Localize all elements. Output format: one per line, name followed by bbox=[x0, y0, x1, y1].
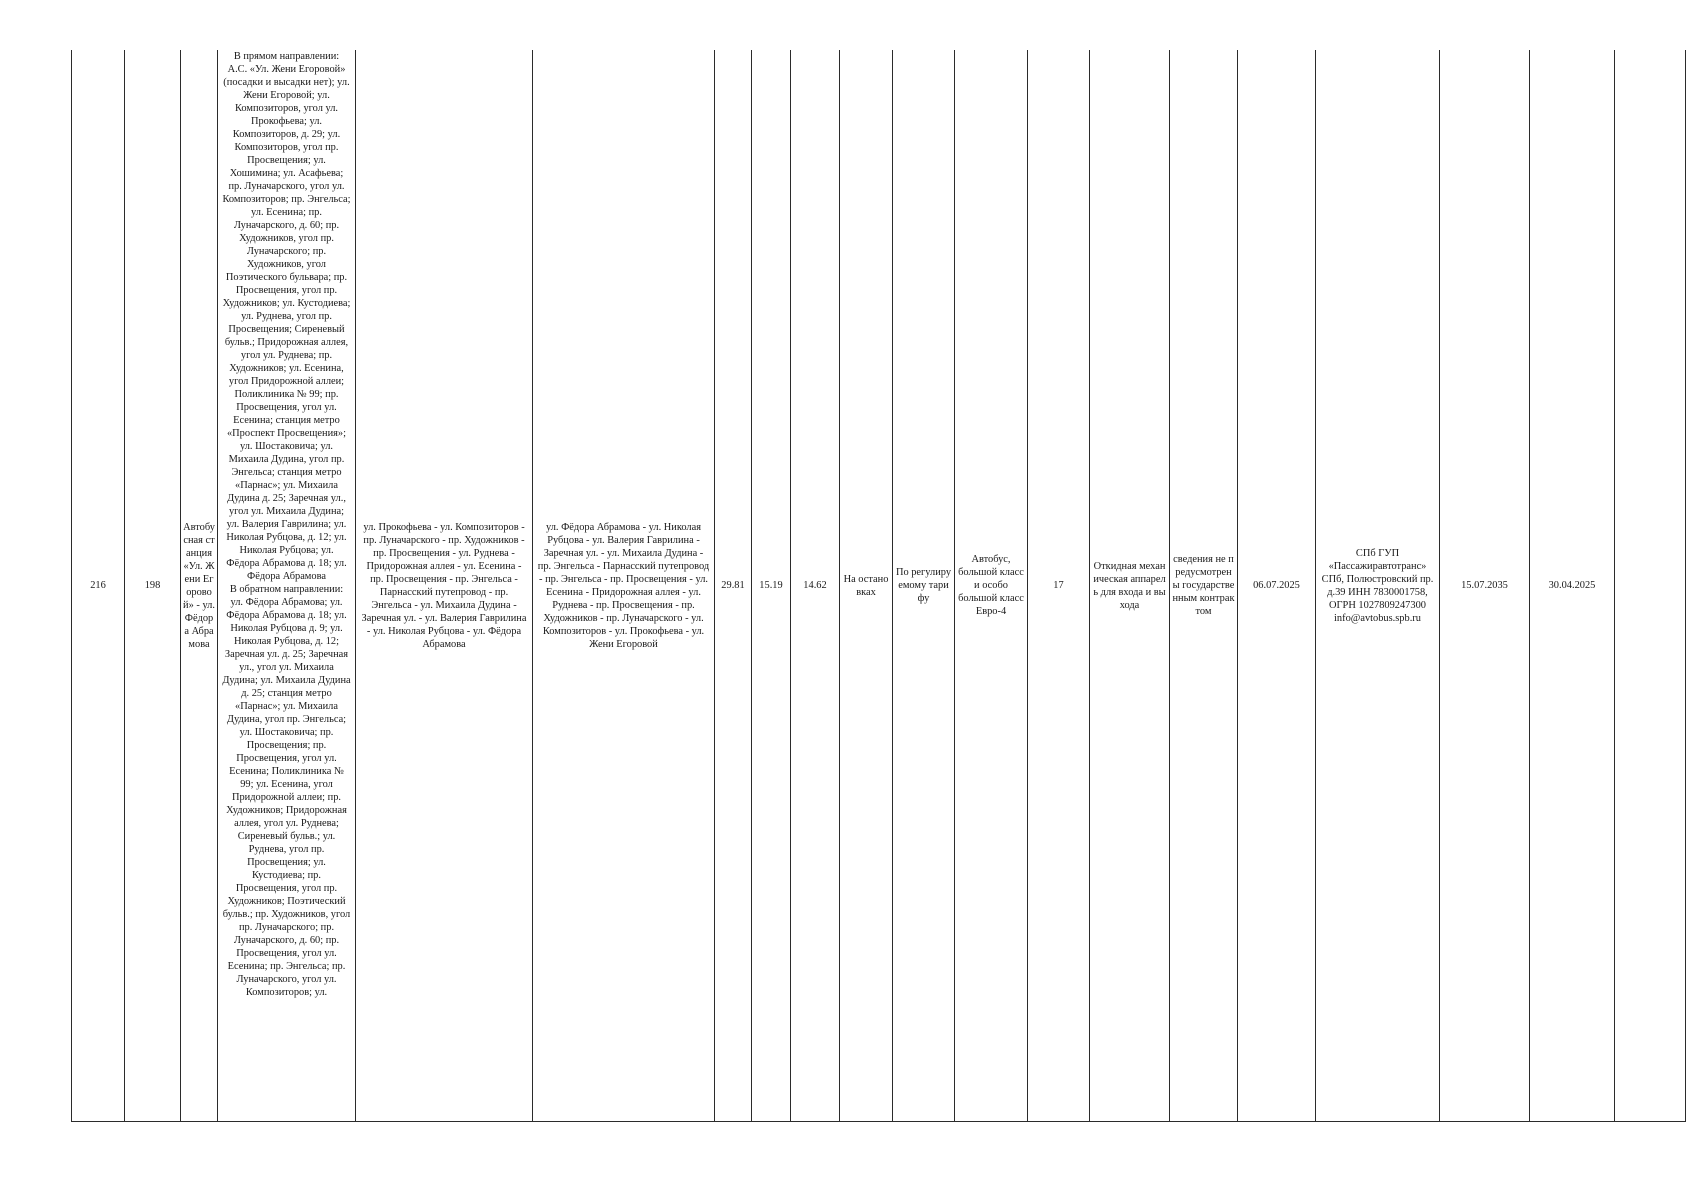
registry-number-cell: 216 bbox=[72, 50, 125, 1122]
end-date-cell: 15.07.2035 bbox=[1440, 50, 1530, 1122]
stops-cell bbox=[218, 50, 356, 1122]
extra-cell bbox=[1615, 50, 1686, 1122]
carrier-cell: СПб ГУП «Пассажиравтотранс» СПб, Полюстровский пр. д.39 ИНН 7830001758, ОГРН 1027809247300 info@avtobus.spb.ru bbox=[1316, 50, 1440, 1122]
length-other-cell: 14.62 bbox=[791, 50, 840, 1122]
route-name-cell: Автобусная станция «Ул. Жени Егоровой» - ул. Фёдора Абрамова bbox=[181, 50, 218, 1122]
length-forward-cell: 29.81 bbox=[715, 50, 752, 1122]
route-registry-table bbox=[71, 50, 1686, 1122]
stops-forward-label: В прямом направлении: bbox=[233, 51, 340, 62]
contract-info-cell: сведения не предусмотрены государственным контрактом bbox=[1170, 50, 1238, 1122]
equipment-cell: Откидная механическая аппарель для входа и выхода bbox=[1090, 50, 1170, 1122]
vehicle-class-cell: Автобус, большой класс и особо большой класс Евро-4 bbox=[955, 50, 1028, 1122]
table-row bbox=[72, 50, 1686, 1122]
tariff-type-cell: По регулируемому тарифу bbox=[893, 50, 955, 1122]
vehicle-count-cell: 17 bbox=[1028, 50, 1090, 1122]
stops-backward-label: В обратном направлении: bbox=[229, 584, 344, 595]
length-backward-cell: 15.19 bbox=[752, 50, 791, 1122]
route-number-cell: 198 bbox=[125, 50, 181, 1122]
boarding-order-cell: На остановках bbox=[840, 50, 893, 1122]
streets-backward-cell: ул. Фёдора Абрамова - ул. Николая Рубцова - ул. Валерия Гаврилина - Заречная ул. - ул. Михаила Дудина - пр. Энгельса - Парнасский путепровод - пр. Энгельса - пр. Просвещения - ул. Есенина - Придорожная аллея - ул. Руднева - пр. Просвещения - пр. Художников - пр. Луначарского - ул. Композиторов - ул. Прокофьева - ул. Жени Егоровой bbox=[533, 50, 715, 1122]
stops-forward-list: А.С. «Ул. Жени Егоровой» (посадки и высадки нет); ул. Жени Егоровой; ул. Композиторов, угол ул. Прокофьева; ул. Композиторов, д. 29; ул. Композиторов, угол пр. Просвещения; ул. Хошимина; ул. Асафьева; пр. Луначарского, угол ул. Композиторов; пр. Энгельса; ул. Есенина; пр. Луначарского, д. 60; пр. Художников, угол пр. Луначарского; пр. Художников, угол Поэтического бульвара; пр. Просвещения, угол пр. Художников; ул. Кустодиева; ул. Руднева, угол пр. Просвещения; Сиреневый бульв.; Придорожная аллея, угол ул. Руднева; пр. Художников; ул. Есенина, угол Придорожной аллеи; Поликлиника № 99; пр. Просвещения, угол ул. Есенина; станция метро «Проспект Просвещения»; ул. Шостаковича; ул. Михаила Дудина, угол пр. Энгельса; станция метро «Парнас»; ул. Михаила Дудина д. 25; Заречная ул., угол ул. Михаила Дудина; ул. Валерия Гаврилина; ул. Николая Рубцова, д. 12; ул. Николая Рубцова; ул. Фёдора Абрамова д. 18; ул. Фёдора Абрамова bbox=[222, 64, 351, 582]
change-date-cell: 30.04.2025 bbox=[1530, 50, 1615, 1122]
stops-backward-list: ул. Фёдора Абрамова; ул. Фёдора Абрамова д. 18; ул. Николая Рубцова д. 9; ул. Николая Рубцова, д. 12; Заречная ул. д. 25; Заречная ул., угол ул. Михаила Дудина; ул. Михаила Дудина д. 25; станция метро «Парнас»; ул. Михаила Дудина, угол пр. Энгельса; ул. Шостаковича; пр. Просвещения; пр. Просвещения, угол ул. Есенина; Поликлиника № 99; ул. Есенина, угол Придорожной аллеи; пр. Художников; Придорожная аллея, угол ул. Руднева; Сиреневый бульв.; ул. Руднева, угол пр. Просвещения; ул. Кустодиева; пр. Просвещения, угол пр. Художников; Поэтический бульв.; пр. Художников, угол пр. Луначарского; пр. Луначарского, д. 60; пр. Просвещения, угол ул. Есенина; пр. Энгельса; пр. Луначарского, угол ул. Композиторов; ул. bbox=[222, 597, 351, 998]
start-date-cell: 06.07.2025 bbox=[1238, 50, 1316, 1122]
streets-forward-cell: ул. Прокофьева - ул. Композиторов - пр. Луначарского - пр. Художников - пр. Просвещения - ул. Руднева - Придорожная аллея - ул. Есенина - пр. Просвещения - пр. Энгельса - Парнасский путепровод - пр. Энгельса - ул. Михаила Дудина - Заречная ул. - ул. Валерия Гаврилина - ул. Николая Рубцова - ул. Фёдора Абрамова bbox=[356, 50, 533, 1122]
